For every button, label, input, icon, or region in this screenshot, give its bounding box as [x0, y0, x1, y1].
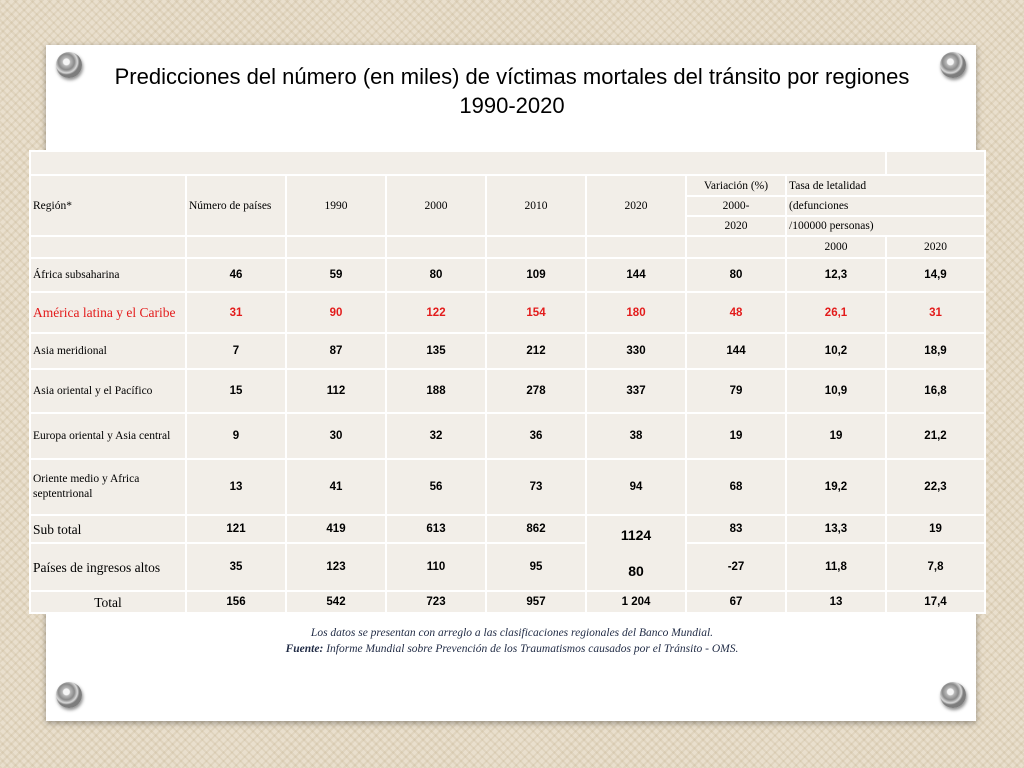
rate-2000-header: 2000 — [786, 236, 886, 258]
y1990-cell: 419 — [286, 515, 386, 543]
table-row-subtotal — [30, 515, 985, 543]
region-name: Total — [30, 591, 186, 613]
footnote-source — [0, 641, 1024, 657]
y1990-cell: 90 — [286, 292, 386, 333]
region-name: Asia oriental y el Pacífico — [30, 369, 186, 413]
y2020-cell: 144 — [586, 258, 686, 292]
y1990-cell: 112 — [286, 369, 386, 413]
pushpin-bottom-right-icon — [940, 682, 966, 708]
y2000-cell: 122 — [386, 292, 486, 333]
y1990-cell: 87 — [286, 333, 386, 369]
rate-header-unit: (defunciones — [786, 196, 985, 216]
y2010-cell: 36 — [486, 413, 586, 459]
y2020-cell: 1 204 — [586, 591, 686, 613]
variation-cell: 48 — [686, 292, 786, 333]
y2010-cell: 957 — [486, 591, 586, 613]
y2020-merged-cell — [586, 515, 686, 591]
y1990-cell: 59 — [286, 258, 386, 292]
pushpin-bottom-left-icon — [56, 682, 82, 708]
countries-cell: 15 — [186, 369, 286, 413]
rate-2020-cell: 31 — [886, 292, 985, 333]
rate-2020-cell: 14,9 — [886, 258, 985, 292]
y1990-cell: 41 — [286, 459, 386, 515]
y2000-cell: 56 — [386, 459, 486, 515]
footnote-source-text: Informe Mundial sobre Prevención de los Traumatismos causados por el Tránsito - OMS. — [323, 643, 739, 655]
year-1990-header: 1990 — [286, 175, 386, 236]
rate-2000-cell: 19,2 — [786, 459, 886, 515]
y2020-subtotal-value: 1124 — [620, 527, 652, 543]
rate-2020-cell: 22,3 — [886, 459, 985, 515]
variation-cell: 79 — [686, 369, 786, 413]
region-name: Asia meridional — [30, 333, 186, 369]
variation-cell: 19 — [686, 413, 786, 459]
rate-2000-cell: 11,8 — [786, 543, 886, 591]
y1990-cell: 30 — [286, 413, 386, 459]
countries-cell: 121 — [186, 515, 286, 543]
rate-2020-cell: 17,4 — [886, 591, 985, 613]
countries-header: Número de países — [186, 175, 286, 236]
y2010-cell: 212 — [486, 333, 586, 369]
region-name: América latina y el Caribe — [30, 292, 186, 333]
region-header: Región* — [30, 175, 186, 236]
y2000-cell: 723 — [386, 591, 486, 613]
y2020-cell: 94 — [586, 459, 686, 515]
y2020-cell: 330 — [586, 333, 686, 369]
y1990-cell: 123 — [286, 543, 386, 591]
y2000-cell: 135 — [386, 333, 486, 369]
title-line-2: 1990-2020 — [459, 93, 565, 118]
y2000-cell: 613 — [386, 515, 486, 543]
table-row-total — [30, 591, 985, 613]
countries-cell: 46 — [186, 258, 286, 292]
y2020-high-income-value: 80 — [628, 563, 644, 579]
countries-cell: 7 — [186, 333, 286, 369]
countries-cell: 31 — [186, 292, 286, 333]
rate-header: Tasa de letalidad — [786, 175, 985, 196]
countries-cell: 9 — [186, 413, 286, 459]
variation-cell: 80 — [686, 258, 786, 292]
y1990-cell: 542 — [286, 591, 386, 613]
table-row — [30, 333, 985, 369]
rate-2000-cell: 13 — [786, 591, 886, 613]
year-2020-header: 2020 — [586, 175, 686, 236]
variation-cell: 83 — [686, 515, 786, 543]
variation-header-range-end: 2020 — [686, 216, 786, 236]
rate-2000-cell: 10,2 — [786, 333, 886, 369]
y2010-cell: 73 — [486, 459, 586, 515]
y2010-cell: 95 — [486, 543, 586, 591]
rate-2020-cell: 21,2 — [886, 413, 985, 459]
y2010-cell: 862 — [486, 515, 586, 543]
variation-cell: 67 — [686, 591, 786, 613]
y2000-cell: 188 — [386, 369, 486, 413]
footnote-classification: Los datos se presentan con arreglo a las clasificaciones regionales del Banco Mundial. — [310, 627, 714, 639]
rate-2000-cell: 13,3 — [786, 515, 886, 543]
y2000-cell: 32 — [386, 413, 486, 459]
variation-header-range-start: 2000- — [686, 196, 786, 216]
table-spacer-row — [30, 151, 985, 175]
title-line-1: Predicciones del número (en miles) de víctimas mortales del tránsito por regiones — [114, 64, 910, 89]
region-name: Sub total — [30, 515, 186, 543]
table-header-row — [30, 236, 985, 258]
y2020-cell: 180 — [586, 292, 686, 333]
table-row — [30, 258, 985, 292]
rate-2000-cell: 10,9 — [786, 369, 886, 413]
fatalities-table — [29, 150, 986, 614]
y2010-cell: 278 — [486, 369, 586, 413]
table-row — [30, 543, 985, 591]
variation-cell: 144 — [686, 333, 786, 369]
footnote-source-label: Fuente: — [285, 643, 324, 655]
countries-cell: 156 — [186, 591, 286, 613]
variation-cell: 68 — [686, 459, 786, 515]
year-2000-header: 2000 — [386, 175, 486, 236]
rate-2000-cell: 26,1 — [786, 292, 886, 333]
region-name: Europa oriental y Asia central — [30, 413, 186, 459]
y2020-cell: 38 — [586, 413, 686, 459]
y2010-cell: 154 — [486, 292, 586, 333]
countries-cell: 13 — [186, 459, 286, 515]
region-name: África subsaharina — [30, 258, 186, 292]
table-row-highlighted — [30, 292, 985, 333]
variation-header: Variación (%) — [686, 175, 786, 196]
y2020-cell: 337 — [586, 369, 686, 413]
variation-cell: -27 — [686, 543, 786, 591]
y2000-cell: 80 — [386, 258, 486, 292]
y2000-cell: 110 — [386, 543, 486, 591]
rate-2020-cell: 18,9 — [886, 333, 985, 369]
rate-2000-cell: 19 — [786, 413, 886, 459]
rate-2000-cell: 12,3 — [786, 258, 886, 292]
region-name: Países de ingresos altos — [30, 543, 186, 591]
y2010-cell: 109 — [486, 258, 586, 292]
table-row — [30, 369, 985, 413]
rate-header-unit-cont: /100000 personas) — [786, 216, 985, 236]
year-2010-header: 2010 — [486, 175, 586, 236]
table-header-row — [30, 175, 985, 196]
countries-cell: 35 — [186, 543, 286, 591]
slide-title — [0, 62, 1024, 120]
rate-2020-cell: 7,8 — [886, 543, 985, 591]
rate-2020-cell: 16,8 — [886, 369, 985, 413]
table-row — [30, 413, 985, 459]
table-row — [30, 459, 985, 515]
rate-2020-cell: 19 — [886, 515, 985, 543]
rate-2020-header: 2020 — [886, 236, 985, 258]
footnote — [0, 625, 1024, 657]
region-name: Oriente medio y Africa septentrional — [30, 459, 186, 515]
